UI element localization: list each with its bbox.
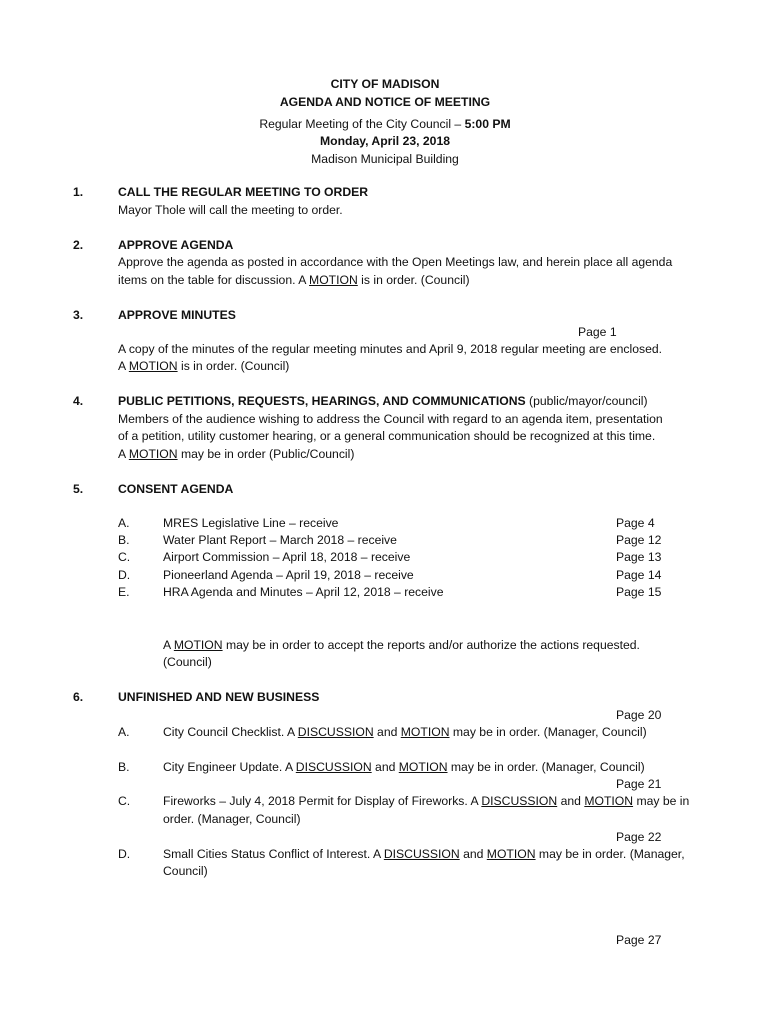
text-fragment: and bbox=[557, 794, 585, 808]
agenda-title: AGENDA AND NOTICE OF MEETING bbox=[279, 95, 491, 109]
subitem-letter: E. bbox=[118, 585, 130, 599]
subitem-text: Pioneerland Agenda – April 19, 2018 – receive bbox=[163, 568, 414, 582]
item-number: 2. bbox=[73, 238, 84, 252]
subitem-letter: B. bbox=[118, 533, 130, 547]
item-number: 4. bbox=[73, 394, 84, 408]
item-number: 5. bbox=[73, 482, 84, 496]
item-title-line bbox=[118, 393, 648, 411]
discussion-link: DISCUSSION bbox=[481, 794, 558, 808]
page-ref: Page 1 bbox=[578, 325, 617, 339]
text-fragment: may be in order. (Manager, Council) bbox=[449, 725, 647, 739]
subitem-letter: D. bbox=[118, 568, 131, 582]
page-ref: Page 15 bbox=[616, 585, 662, 599]
item-number: 3. bbox=[73, 308, 84, 322]
text-fragment: may be in bbox=[633, 794, 690, 808]
subitem-letter: C. bbox=[118, 550, 131, 564]
city-name: CITY OF MADISON bbox=[330, 77, 440, 91]
text-fragment: A bbox=[118, 359, 129, 373]
discussion-link: DISCUSSION bbox=[297, 725, 374, 739]
text-fragment: may be in order. (Manager, Council) bbox=[447, 760, 645, 774]
item-number: 6. bbox=[73, 690, 84, 704]
motion-link: MOTION bbox=[128, 359, 178, 373]
text-fragment: Fireworks – July 4, 2018 Permit for Display of Fireworks. A bbox=[163, 794, 482, 808]
footer-page-number: Page 27 bbox=[616, 933, 662, 947]
motion-link: MOTION bbox=[584, 794, 634, 808]
page-ref: Page 4 bbox=[616, 516, 655, 530]
subitem-text-line2: order. (Manager, Council) bbox=[163, 812, 301, 826]
motion-link: MOTION bbox=[309, 273, 358, 287]
motion-link: MOTION bbox=[400, 725, 450, 739]
text-fragment: is in order. (Council) bbox=[357, 273, 470, 287]
item-number: 1. bbox=[73, 185, 84, 199]
text-fragment: and bbox=[459, 847, 487, 861]
subitem-text: Airport Commission – April 18, 2018 – receive bbox=[163, 550, 411, 564]
motion-link: MOTION bbox=[398, 760, 448, 774]
motion-link: MOTION bbox=[486, 847, 536, 861]
consent-note bbox=[163, 637, 640, 655]
subitem-letter: D. bbox=[118, 847, 131, 861]
subitem-text-line2: Council) bbox=[163, 864, 208, 878]
text-fragment: City Council Checklist. A bbox=[163, 725, 298, 739]
item-title: PUBLIC PETITIONS, REQUESTS, HEARINGS, AND COMMUNICATIONS bbox=[118, 394, 526, 408]
item-text bbox=[118, 358, 289, 376]
item-text bbox=[118, 446, 354, 464]
meeting-prefix: Regular Meeting of the City Council – bbox=[259, 117, 465, 131]
item-text: A copy of the minutes of the regular meeting minutes and April 9, 2018 regular meeting are enclosed. bbox=[118, 342, 663, 356]
text-fragment: and bbox=[371, 760, 399, 774]
discussion-link: DISCUSSION bbox=[383, 847, 460, 861]
meeting-time: 5:00 PM bbox=[464, 117, 511, 131]
page-ref: Page 12 bbox=[616, 533, 662, 547]
item-text bbox=[118, 272, 470, 290]
consent-note-line2: (Council) bbox=[163, 655, 212, 669]
discussion-link: DISCUSSION bbox=[295, 760, 372, 774]
motion-link: MOTION bbox=[173, 638, 223, 652]
text-fragment: A bbox=[118, 447, 129, 461]
item-title: CALL THE REGULAR MEETING TO ORDER bbox=[118, 185, 369, 199]
item-title: UNFINISHED AND NEW BUSINESS bbox=[118, 690, 320, 704]
page-ref: Page 13 bbox=[616, 550, 662, 564]
text-fragment: may be in order to accept the reports and/or authorize the actions requested. bbox=[222, 638, 640, 652]
text-fragment: A bbox=[163, 638, 174, 652]
text-fragment: Small Cities Status Conflict of Interest. A bbox=[163, 847, 384, 861]
item-text: of a petition, utility customer hearing, or a general communication should be recognized at this time. bbox=[118, 429, 656, 443]
page-ref: Page 14 bbox=[616, 568, 662, 582]
text-fragment: may be in order (Public/Council) bbox=[177, 447, 355, 461]
subitem-letter: A. bbox=[118, 725, 130, 739]
text-fragment: may be in order. (Manager, bbox=[535, 847, 685, 861]
subitem-text: MRES Legislative Line – receive bbox=[163, 516, 339, 530]
subitem-letter: C. bbox=[118, 794, 131, 808]
page-ref: Page 21 bbox=[616, 777, 662, 791]
item-text: Approve the agenda as posted in accordance with the Open Meetings law, and herein place all agenda bbox=[118, 255, 673, 269]
subitem-text bbox=[163, 793, 689, 811]
subitem-letter: B. bbox=[118, 760, 130, 774]
item-title: APPROVE MINUTES bbox=[118, 308, 236, 322]
text-fragment: is in order. (Council) bbox=[177, 359, 290, 373]
item-title: CONSENT AGENDA bbox=[118, 482, 234, 496]
subitem-letter: A. bbox=[118, 516, 130, 530]
text-fragment: City Engineer Update. A bbox=[163, 760, 296, 774]
motion-link: MOTION bbox=[128, 447, 178, 461]
page-ref: Page 20 bbox=[616, 708, 662, 722]
subitem-text bbox=[163, 846, 685, 864]
item-text: Mayor Thole will call the meeting to order. bbox=[118, 203, 343, 217]
text-fragment: items on the table for discussion. A bbox=[118, 273, 310, 287]
subitem-text bbox=[163, 724, 647, 742]
subitem-text: Water Plant Report – March 2018 – receive bbox=[163, 533, 397, 547]
item-text: Members of the audience wishing to address the Council with regard to an agenda item, presentation bbox=[118, 412, 663, 426]
item-title-suffix: (public/mayor/council) bbox=[525, 394, 648, 408]
item-title: APPROVE AGENDA bbox=[118, 238, 234, 252]
meeting-date: Monday, April 23, 2018 bbox=[319, 134, 451, 148]
page-ref: Page 22 bbox=[616, 830, 662, 844]
subitem-text bbox=[163, 759, 645, 777]
text-fragment: and bbox=[373, 725, 401, 739]
meeting-location: Madison Municipal Building bbox=[311, 152, 459, 166]
subitem-text: HRA Agenda and Minutes – April 12, 2018 – receive bbox=[163, 585, 444, 599]
meeting-line bbox=[0, 116, 770, 134]
